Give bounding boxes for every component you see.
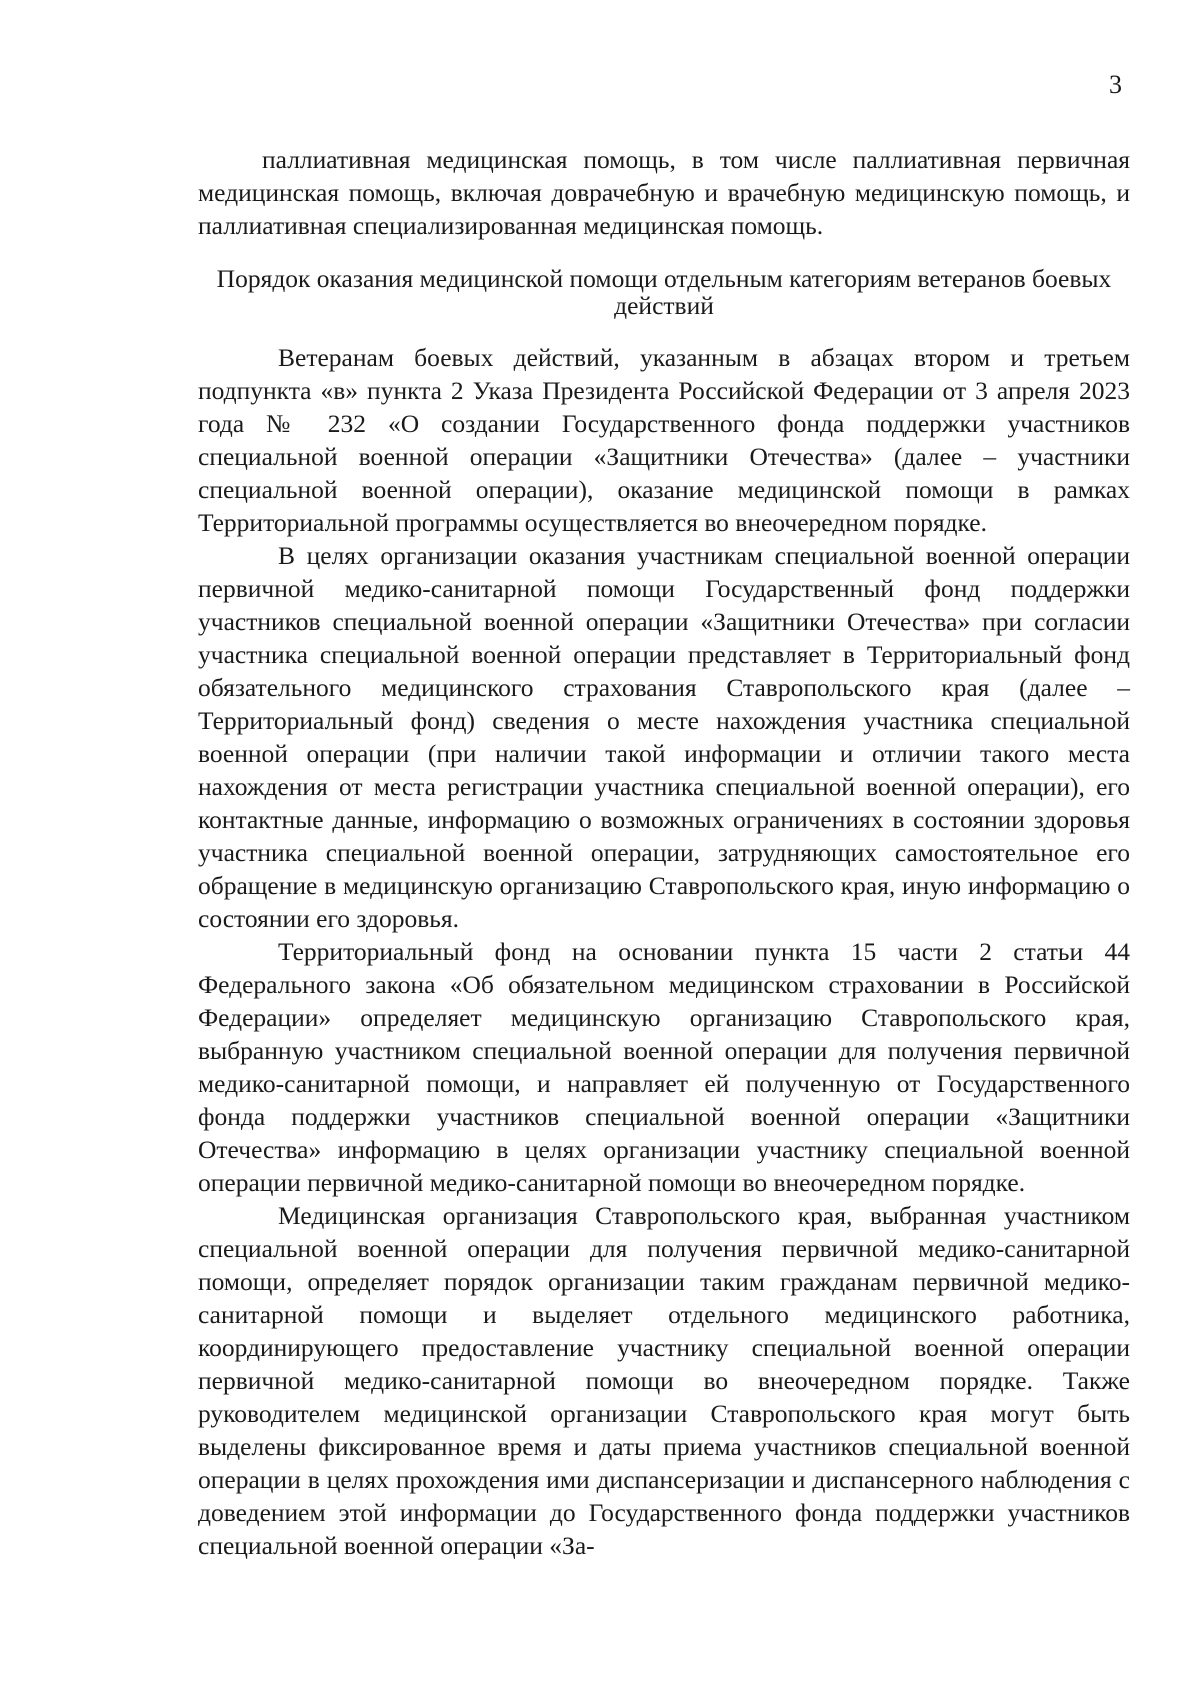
paragraph-territorial-fund: Территориальный фонд на основании пункта 15 части 2 статьи 44 Федерального закона «Об обязательном медицинском страховании в Российской Федерации» определяет медицинскую организацию Ставропольского края, выбранную участником специальной военной операции для получения первичной медико-санитарной помощи, и направляет ей полученную от Государственного фонда поддержки участников специальной военной операции «Защитники Отечества» информацию в целях организации участнику специальной военной операции первичной медико-санитарной помощи во внеочередном порядке. [198,937,1130,1197]
paragraph-fund-info: В целях организации оказания участникам специальной военной операции первичной медико-санитарной помощи Государственный фонд поддержки участников специальной военной операции «Защитники Отечества» при согласии участника специальной военной операции представляет в Территориальный фонд обязательного медицинского страхования Ставропольского края (далее – Территориальный фонд) сведения о месте нахождения участника специальной военной операции (при наличии такой информации и отличии такого места нахождения от места регистрации участника специальной военной операции), его контактные данные, информацию о возможных ограничениях в состоянии здоровья участника специальной военной операции, затрудняющих самостоятельное его обращение в медицинскую организацию Ставропольского края, иную информацию о состоянии его здоровья. [198,541,1130,933]
paragraph-veterans: Ветеранам боевых действий, указанным в абзацах втором и третьем подпункта «в» пункта 2 Указа Президента Российской Федерации от 3 апреля 2023 года № 232 «О создании Государственного фонда поддержки участников специальной военной операции «Защитники Отечества» (далее – участники специальной военной операции), оказание медицинской помощи в рамках Территориальной программы осуществляется во внеочередном порядке. [198,343,1130,537]
page-number: 3 [1109,70,1122,99]
paragraph-medical-organization: Медицинская организация Ставропольского края, выбранная участником специальной военной операции для получения первичной медико-санитарной помощи, определяет порядок организации таким гражданам первичной медико-санитарной помощи и выделяет отдельного медицинского работника, координирующего предоставление участнику специальной военной операции первичной медико-санитарной помощи во внеочередном порядке. Также руководителем медицинской организации Ставропольского края могут быть выделены фиксированное время и даты приема участников специальной военной операции в целях прохождения ими диспансеризации и диспансерного наблюдения с доведением этой информации до Государственного фонда поддержки участников специальной военной операции «За- [198,1201,1130,1560]
section-heading: Порядок оказания медицинской помощи отдельным категориям ветеранов боевых действий [216,264,1112,320]
body-text [198,341,1130,1562]
intro-paragraph: паллиативная медицинская помощь, в том числе паллиативная первичная медицинская помощь, включая доврачебную и врачебную медицинскую помощь, и паллиативная специализированная медицинская помощь. [198,145,1130,240]
